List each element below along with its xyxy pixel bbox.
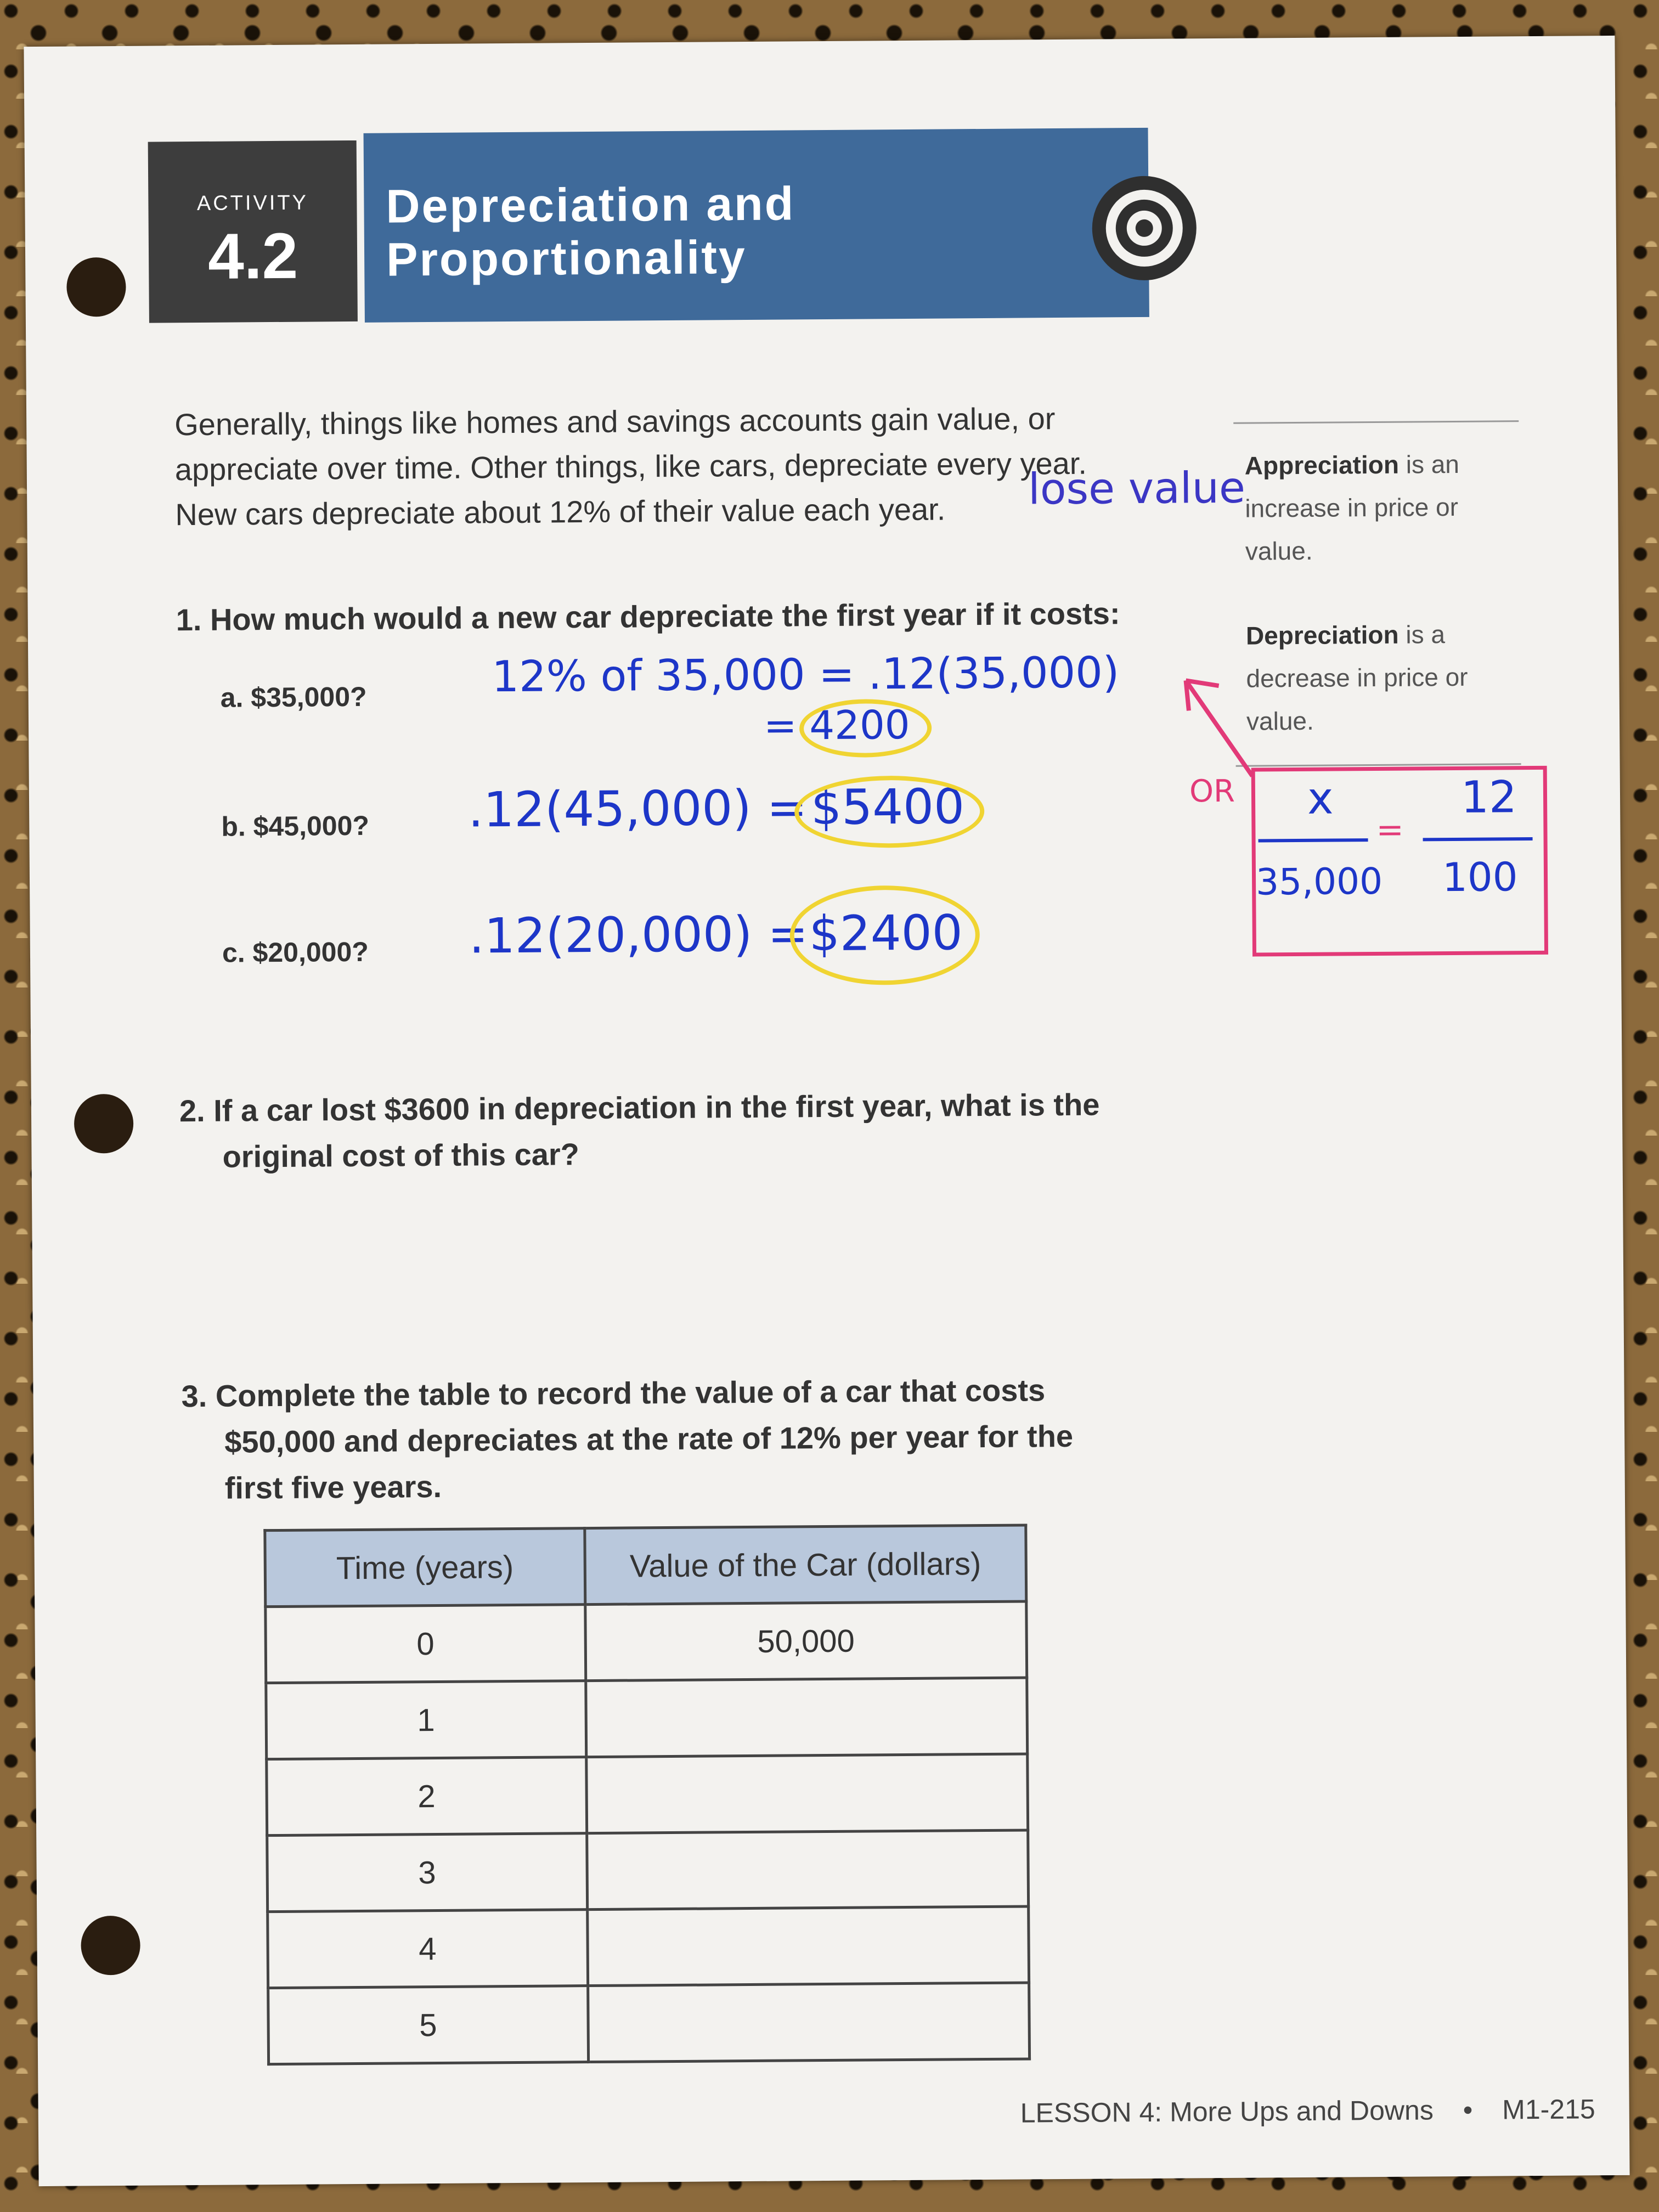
question-2-line: original cost of this car?: [222, 1137, 580, 1174]
handwritten-or: OR: [1189, 773, 1235, 810]
table-cell-value[interactable]: [585, 1678, 1027, 1757]
question-1b: b. $45,000?: [221, 810, 370, 842]
footer-page-number: M1-215: [1502, 2094, 1595, 2125]
worksheet-page: [24, 36, 1629, 2186]
table-header-value: Value of the Car (dollars): [584, 1525, 1026, 1605]
proportion-equals: =: [1376, 810, 1404, 849]
question-1c: c. $20,000?: [222, 936, 369, 968]
question-1: 1. How much would a new car depreciate the first year if it costs:: [176, 596, 1120, 637]
table-row: [268, 1983, 1030, 2064]
question-3-line: 3. Complete the table to record the value of a car that costs: [181, 1373, 1046, 1414]
appreciation-term: Appreciation: [1244, 450, 1400, 480]
activity-title-line2: Proportionality: [386, 230, 747, 286]
proportion-12: 12: [1460, 771, 1517, 823]
table-row: [266, 1601, 1027, 1683]
target-icon: [1089, 173, 1199, 283]
handwritten-result-a: = 4200: [763, 701, 910, 749]
table-cell-time: 1: [266, 1681, 586, 1759]
table-row: [267, 1754, 1028, 1836]
table-cell-time: 2: [267, 1757, 586, 1836]
table-row: [266, 1678, 1028, 1759]
sidebar-divider: [1233, 420, 1519, 424]
depreciation-table: [263, 1523, 1031, 2066]
table-row: [268, 1906, 1029, 1988]
depreciation-text: is a decrease in price or value.: [1246, 620, 1468, 736]
question-2: [179, 1082, 1101, 1181]
table-row: [267, 1830, 1029, 1912]
table-cell-value[interactable]: [587, 1906, 1029, 1986]
footer-lesson: LESSON 4: More Ups and Downs: [1020, 2095, 1434, 2129]
question-3-line: $50,000 and depreciates at the rate of 12% per year for the: [224, 1418, 1074, 1459]
page-footer: [1020, 2093, 1595, 2129]
activity-title-bar: [364, 128, 1149, 323]
handwritten-result-b: $5400: [810, 778, 965, 836]
table-cell-value[interactable]: [588, 1983, 1029, 2062]
activity-badge: [148, 140, 358, 323]
depreciation-definition: [1246, 612, 1532, 743]
table-cell-value[interactable]: [586, 1754, 1028, 1833]
handwritten-work-b: .12(45,000) =: [467, 779, 808, 838]
intro-line: Generally, things like homes and savings accounts gain value, or: [174, 401, 1056, 442]
intro-line: appreciate over time. Other things, like cars, depreciate every year.: [174, 445, 1087, 487]
proportion-denominator: 35,000: [1255, 860, 1383, 904]
question-3-line: first five years.: [224, 1469, 442, 1505]
appreciation-text: is an increase in price or value.: [1245, 449, 1460, 566]
proportion-x: x: [1307, 772, 1334, 824]
table-cell-time: 0: [266, 1605, 585, 1683]
question-3: [181, 1367, 1074, 1511]
question-2-line: 2. If a car lost $3600 in depreciation in the first year, what is the: [179, 1087, 1100, 1128]
activity-title-line1: Depreciation and: [386, 177, 795, 233]
intro-line: New cars depreciate about 12% of their value each year.: [175, 492, 946, 532]
table-cell-time: 3: [267, 1833, 587, 1912]
highlight-circle: [789, 885, 980, 985]
depreciation-term: Depreciation: [1245, 620, 1399, 650]
table-header-row: [265, 1525, 1026, 1607]
activity-number: 4.2: [207, 219, 298, 293]
question-1a: a. $35,000?: [220, 681, 367, 713]
highlight-circle: [799, 699, 932, 758]
punch-hole: [74, 1094, 134, 1154]
footer-bullet: •: [1463, 2094, 1473, 2125]
table-cell-time: 4: [268, 1910, 588, 1988]
arrow-icon: [1169, 669, 1279, 779]
table-cell-time: 5: [268, 1986, 588, 2064]
table-header-time: Time (years): [265, 1528, 585, 1607]
activity-label: ACTIVITY: [196, 191, 309, 215]
handwritten-note: lose value: [1028, 463, 1246, 515]
handwritten-result-c: $2400: [809, 904, 963, 962]
highlight-circle: [794, 775, 985, 848]
table-cell-value[interactable]: 50,000: [585, 1601, 1026, 1681]
handwritten-work-a: 12% of 35,000 = .12(35,000): [492, 648, 1120, 702]
proportion-100: 100: [1442, 854, 1518, 901]
punch-hole: [81, 1916, 140, 1976]
handwritten-work-c: .12(20,000) =: [469, 905, 809, 964]
table-cell-value[interactable]: [586, 1830, 1028, 1910]
appreciation-definition: [1245, 442, 1531, 573]
punch-hole: [66, 257, 126, 317]
